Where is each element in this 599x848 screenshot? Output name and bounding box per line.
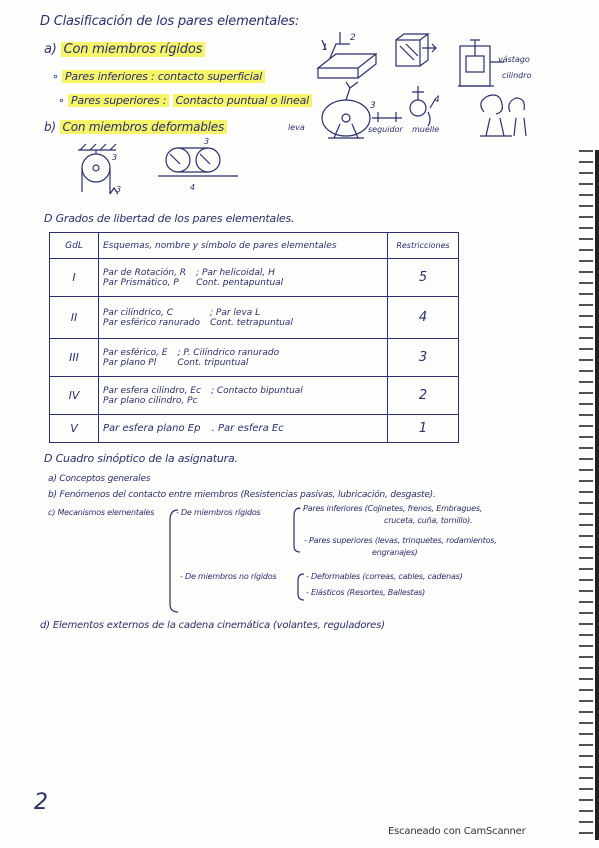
item-b-deformables: b) Con miembros deformables (44, 120, 227, 134)
svg-text:3: 3 (116, 185, 122, 194)
bullet: D (40, 14, 54, 29)
svg-text:3: 3 (204, 137, 210, 146)
label-vastago: vástago (498, 55, 530, 64)
label-leva: leva (288, 123, 305, 132)
highlight-rigidos: Con miembros rígidos (61, 42, 206, 57)
highlight-deformables: Con miembros deformables (60, 120, 228, 134)
label-cilindro: cilindro (502, 71, 532, 80)
table-row: III Par esférico, E Par plano Pl ; P. Cilíndrico ranurado Cont. tripuntual 3 (50, 339, 459, 377)
table-row: V Par esfera plano Ep . Par esfera Ec 1 (50, 415, 459, 443)
branch-no-rigidos: - De miembros no rígidos (180, 572, 277, 581)
item-d-elementos: d) Elementos externos de la cadena cinemática (volantes, reguladores) (40, 620, 385, 631)
table-header: GdL Esquemas, nombre y símbolo de pares elementales Restricciones (50, 233, 459, 259)
spiral-binding (579, 150, 593, 840)
page-number: 2 (34, 790, 48, 815)
item-a-conceptos: a) Conceptos generales (48, 474, 151, 484)
section1-title: D Clasificación de los pares elementales: (40, 14, 300, 29)
label-seguidor: seguidor (368, 125, 403, 134)
notebook-page: D Clasificación de los pares elementales: a) Con miembros rígidos ∘ Pares inferiores : contacto superficial ∘ Pares superiores : Contacto puntual o lineal b) Con miembros deformables vástago cilindro leva seguidor muelle 2 1 3 4 3 3 3 4 D Grados de libertad de los pares elementales. GdL Esquemas, nombre y símbolo de pares elementales Restricciones I Par de Rotación, R Par Prismático, P ; Par helicoidal, H Cont. pentapuntual 5 II Par cilíndrico, C Par esférico ranurado ; Par leva L Cont. tetrapuntual 4 III Par esférico, E Par plano Pl ; P. Cilíndrico ranurado Cont. tripuntual 3 IV Par esfera cilindro, Ec Par plano cilindro, Pc ; Contacto bipuntual 2 V Par esfera plano Ep . Par esfera Ec 1 D Cuadro sinóptico de la asignatura. a) Conceptos generales b) Fenómenos del contacto entre miembros (Resistencias pasivas, lubricación, desgaste). c) Mecanismos elementales - De miembros rígidos - Pares inferiores (Cojinetes, frenos, Embragues, cruceta, cuña, tornillo). - Pares superiores (levas, trinquetes, rodamientos, engranajes) - De miembros no rígidos - Deformables (correas, cables, cadenas) - Elásticos (Resortes, Ballestas) d) Elementos externos de la cadena cinemática (volantes, reguladores) 2 Escaneado con CamScanner (0, 0, 599, 848)
table-row: I Par de Rotación, R Par Prismático, P ; Par helicoidal, H Cont. pentapuntual 5 (50, 259, 459, 297)
svg-text:3: 3 (112, 153, 118, 162)
table-row: II Par cilíndrico, C Par esférico ranurado ; Par leva L Cont. tetrapuntual 4 (50, 297, 459, 339)
svg-text:4: 4 (190, 183, 196, 192)
table-row: IV Par esfera cilindro, Ec Par plano cilindro, Pc ; Contacto bipuntual 2 (50, 377, 459, 415)
section3-title: D Cuadro sinóptico de la asignatura. (44, 452, 238, 465)
svg-text:4: 4 (434, 95, 440, 105)
item-pares-inferiores: ∘ Pares inferiores : contacto superficial (52, 70, 265, 83)
scanner-watermark: Escaneado con CamScanner (388, 826, 526, 837)
section2-title: D Grados de libertad de los pares elementales. (44, 212, 295, 225)
item-pares-superiores: ∘ Pares superiores : Contacto puntual o lineal (58, 94, 312, 107)
svg-text:1: 1 (322, 43, 328, 53)
item-c-mecanismos: c) Mecanismos elementales (48, 508, 155, 517)
binding-edge (595, 150, 599, 840)
svg-text:2: 2 (350, 33, 356, 43)
item-b-fenomenos: b) Fenómenos del contacto entre miembros (Resistencias pasivas, lubricación, desgaste). (48, 490, 436, 500)
svg-text:3: 3 (370, 101, 376, 111)
branch-rigidos: - De miembros rígidos (176, 508, 261, 517)
item-a-rigidos: a) Con miembros rígidos (44, 42, 205, 57)
label-muelle: muelle (412, 125, 440, 134)
